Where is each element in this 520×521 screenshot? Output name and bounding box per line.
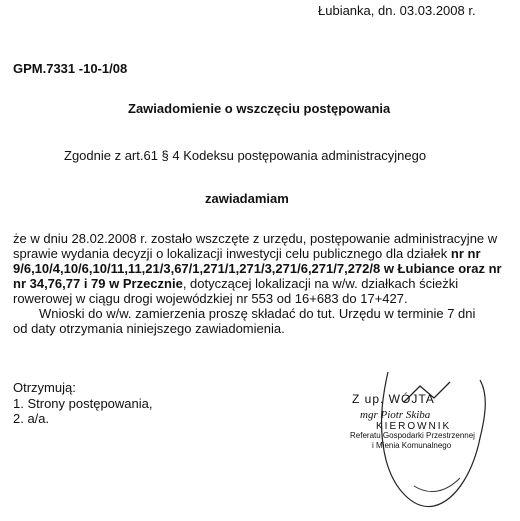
signature-line-3: KIEROWNIK <box>376 421 452 432</box>
body-line-2-text: sprawie wydania decyzji o lokalizacji inwestycji celu publicznego dla działek <box>13 246 451 261</box>
document-title: Zawiadomienie o wszczęciu postępowania <box>128 101 391 116</box>
recipients-heading: Otrzymują: <box>13 380 76 395</box>
reference-number: GPM.7331 -10-1/08 <box>13 61 128 76</box>
signature-line-1: Z up. WÓJTA <box>352 392 435 406</box>
body-line-3: 9/6,10/4,10/6,10/11,11,21/3,67/1,271/1,271/3,271/6,271/7,272/8 w Łubiance oraz nr <box>13 261 502 276</box>
recipient-item: 2. a/a. <box>13 411 50 426</box>
recipient-item: 1. Strony postępowania, <box>13 396 153 411</box>
signature-line-2: mgr Piotr Skiba <box>360 409 431 421</box>
body-text <box>13 231 509 336</box>
announce-word: zawiadamiam <box>205 191 289 206</box>
body-line-4-bold: nr 34,76,77 i 79 w Przecznie <box>13 276 183 291</box>
place-date: Łubianka, dn. 03.03.2008 r. <box>318 3 476 18</box>
signature-line-4: Referatu Gospodarki Przestrzennej <box>350 431 475 440</box>
body-line-1: że w dniu 28.02.2008 r. zostało wszczęte z urzędu, postępowanie administracyjne w <box>13 231 498 246</box>
body-line-2 <box>13 246 509 261</box>
body-line-4 <box>13 276 509 291</box>
legal-basis: Zgodnie z art.61 § 4 Kodeksu postępowania administracyjnego <box>64 148 427 163</box>
body-line-7: od daty otrzymania niniejszego zawiadomienia. <box>13 321 285 336</box>
body-line-4-text: , dotyczącej lokalizacji na w/w. działkach ścieżki <box>182 276 459 291</box>
body-line-6: Wnioski do w/w. zamierzenia proszę składać do tut. Urzędu w terminie 7 dni <box>39 306 476 321</box>
signature-line-5: i Mienia Komunalnego <box>372 441 452 450</box>
body-line-2-bold: nr nr <box>450 246 481 261</box>
signature-stamp <box>330 368 520 518</box>
body-line-5: rowerowej w ciągu drogi wojewódzkiej nr 553 od 16+683 do 17+427. <box>13 291 408 306</box>
